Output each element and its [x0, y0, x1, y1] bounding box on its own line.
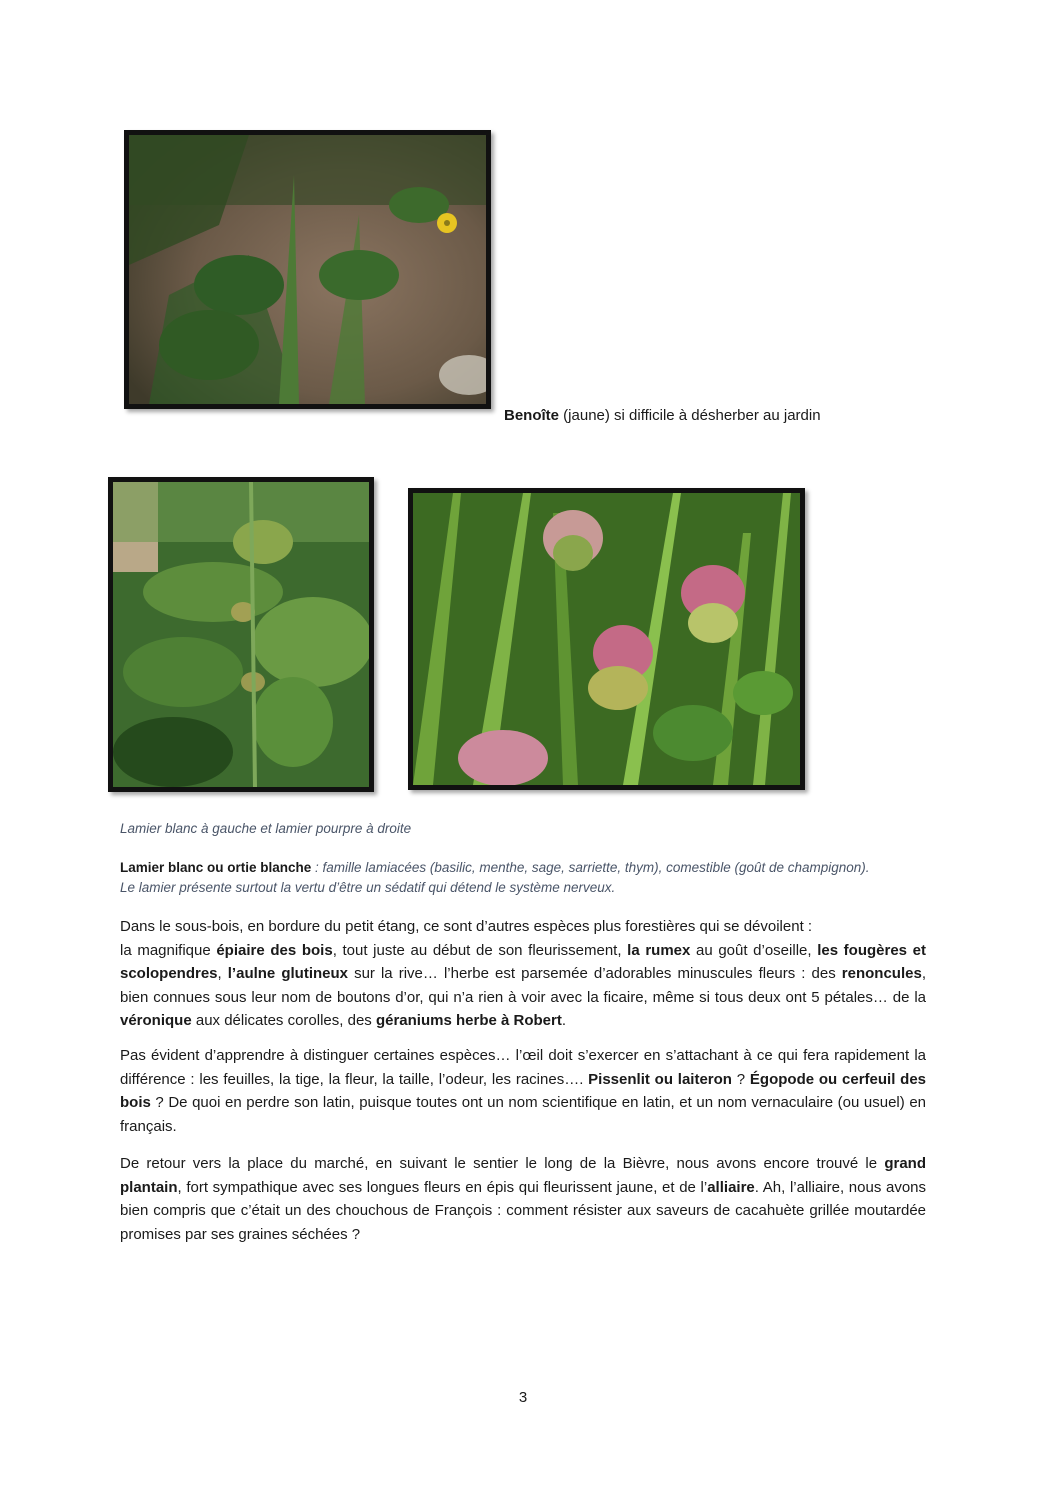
p3-text-2: , fort sympathique avec ses longues fleurs en épis qui fleurissent jaune, et de l’: [177, 1178, 708, 1196]
p1-bold-5: renoncules: [841, 965, 922, 982]
p1-text-2: la magnifique: [120, 941, 217, 959]
p2-bold-1: Pissenlit ou laiteron: [588, 1070, 732, 1088]
p3-text-1: De retour vers la place du marché, en suivant le sentier le long de la Bièvre, nous avons encore trouvé le: [120, 1155, 885, 1172]
p3-text-3: . Ah, l’alliaire, nous avons bien compris que c’était un des chouchous de François : comment résister aux saveurs de cacahuète grillée moutardée promises par ses graines séchées ?: [120, 1178, 927, 1243]
benoite-caption: [504, 407, 821, 424]
p1-bold-3: les fougères et scolopendres: [120, 941, 927, 982]
white-deadnettle-photo-icon: [113, 482, 369, 787]
benoite-name: Benoîte: [504, 407, 560, 424]
p1-text-9: .: [561, 1012, 567, 1029]
paragraph-distinguer: [120, 1044, 926, 1138]
paragraph-sous-bois: [120, 915, 926, 1033]
p1-bold-7: géraniums herbe à Robert: [375, 1012, 562, 1029]
p1-bold-1: épiaire des bois: [216, 941, 333, 959]
page-number: 3: [518, 1389, 528, 1406]
p3-bold-1: grand plantain: [120, 1155, 926, 1196]
p2-bold-2: Égopode ou cerfeuil des bois: [120, 1070, 927, 1111]
lamier-pourpre-photo: [408, 488, 805, 790]
definition-line1: : famille lamiacées (basilic, menthe, sage, sarriette, thym), comestible (goût de champignon).: [311, 860, 870, 875]
p1-bold-2: la rumex: [627, 941, 691, 959]
p1-text-1: Dans le sous-bois, en bordure du petit étang, ce sont d’autres espèces plus forestières qui se dévoilent :: [120, 918, 813, 935]
p2-text-3: ? De quoi en perdre son latin, puisque toutes ont un nom scientifique en latin, et un nom vernaculaire (ou usuel) en français.: [120, 1094, 926, 1135]
definition-line2: Le lamier présente surtout la vertu d’être un sédatif qui détend le système nerveux.: [120, 880, 616, 895]
lamier-blanc-photo: [108, 477, 374, 792]
benoite-plant-photo-icon: [129, 135, 486, 404]
p1-text-7: , bien connues sous leur nom de boutons d’or, qui n’a rien à voir avec la ficaire, même si tous deux ont 5 pétales… de la: [120, 965, 926, 1006]
p2-text-1: Pas évident d’apprendre à distinguer certaines espèces… l’œil doit s’exercer en s’attachant à ce qui fera rapidement la différence : les feuilles, la tige, la fleur, la taille, l’odeur, les racines….: [120, 1047, 926, 1088]
p1-text-4: au goût d’oseille,: [690, 941, 818, 959]
benoite-caption-text: (jaune) si difficile à désherber au jardin: [559, 407, 821, 424]
p1-bold-6: véronique: [120, 1012, 192, 1029]
definition-term: Lamier blanc ou ortie blanche: [120, 860, 312, 875]
purple-deadnettle-photo-icon: [413, 493, 800, 785]
p1-text-3: , tout juste au début de son fleurissement,: [332, 941, 628, 959]
p1-text-8: aux délicates corolles, des: [191, 1012, 376, 1029]
p2-text-2: ?: [731, 1070, 750, 1088]
benoite-photo: [124, 130, 491, 409]
p1-text-6: sur la rive… l’herbe est parsemée d’adorables minuscules fleurs : des: [348, 965, 842, 982]
p3-bold-2: alliaire: [707, 1178, 755, 1196]
p1-bold-4: l’aulne glutineux: [227, 965, 349, 982]
p1-text-5: ,: [217, 965, 228, 982]
paragraph-retour: [120, 1152, 926, 1246]
lamier-caption: Lamier blanc à gauche et lamier pourpre à droite: [120, 821, 412, 836]
lamier-definition: [120, 858, 940, 898]
